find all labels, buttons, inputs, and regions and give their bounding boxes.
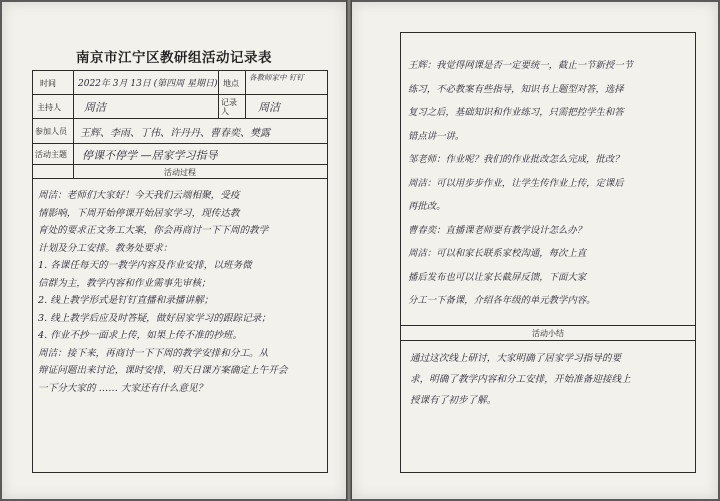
host-label: 主持人 — [37, 103, 61, 112]
table-border-top — [32, 70, 328, 71]
process-text: 周洁：老师们大家好！今天我们云端相聚，受疫 情影响，下周开始停课开始居家学习，现传达教 育处的要求正文务工大案，你会再商讨一下下周的教学 计划及分工安排。教务处要求： 1. 各课任每天的一教学内容及作业安排，以班务微 信群为主，教学内容和作业需事先审核； 2. 线上教学形式是钉钉直播和录播讲解； 3. 线上教学后应及时答疑，做好居家学习的跟踪记录； 4. 作业不抄一面求上传，如果上传不准的抄班。 周洁：接下来，再商讨一下下周的教学安排和分工。从 辩证问题出来讨论，课时安排，明天日课方案确定上午开会 一下分大家的 …… 大家还有什么意见？ — [38, 190, 288, 394]
right-page — [352, 2, 718, 499]
table-border-left — [32, 70, 33, 473]
table-border-bottom — [400, 472, 696, 473]
place-value: 各教师家中 钉钉 — [249, 73, 304, 82]
table-rule — [32, 143, 328, 144]
left-page — [2, 2, 346, 499]
table-border-right — [327, 70, 328, 473]
table-column-divider — [218, 70, 219, 118]
table-border-right — [695, 32, 696, 473]
time-value: 2022年 3月 13日 (第四周 星期日) — [78, 79, 218, 89]
table-rule — [32, 164, 328, 165]
host-value: 周洁 — [84, 101, 106, 114]
topic-value: 停课不停学 —居家学习指导 — [82, 149, 218, 162]
table-rule — [400, 325, 696, 326]
table-rule — [400, 340, 696, 341]
table-border-bottom — [32, 472, 328, 473]
participants-value: 王辉、李雨、丁伟、许丹丹、曹春奕、樊露 — [80, 128, 270, 139]
process-continuation-text: 王辉：我觉得网课是否一定要统一，截止一节新授一节 练习，不必教案有些指导，知识书上题型对答，选择 复习之后，基础知识和作业练习，只需把控学生和答 错点讲一讲。 邹老师：作业呢？我们的作业批改怎么完成，批改？ 周洁：可以用步步作业，让学生传作业上传，定课后 再批改。 曹春奕：直播课老师要有教学设计怎么办？ 周洁：可以和家长联系家校沟通，每次上直 播后发布也可以让家长截屏反馈，下面大家 分工一下备课，介绍各年级的单元教学内容。 — [408, 60, 634, 306]
topic-label: 活动主题 — [35, 150, 67, 159]
table-rule — [32, 118, 328, 119]
summary-section-title: 活动小结 — [532, 329, 564, 338]
table-border-left — [400, 32, 401, 473]
place-label: 地点 — [223, 79, 239, 88]
recorder-value: 周洁 — [258, 101, 280, 114]
table-column-divider — [245, 70, 246, 118]
form-title: 南京市江宁区教研组活动记录表 — [76, 50, 272, 66]
recorder-label: 记录人 — [221, 98, 237, 116]
table-rule — [32, 178, 328, 179]
time-label: 时间 — [40, 79, 56, 88]
participants-label: 参加人员 — [35, 127, 67, 136]
table-column-divider — [73, 70, 74, 178]
table-rule — [32, 94, 328, 95]
process-section-title: 活动过程 — [164, 168, 196, 177]
table-border-top — [400, 32, 696, 33]
summary-text: 通过这次线上研讨，大家明确了居家学习指导的要 求，明确了教学内容和分工安排，开始准备迎接线上 授课有了初步了解。 — [410, 353, 631, 406]
